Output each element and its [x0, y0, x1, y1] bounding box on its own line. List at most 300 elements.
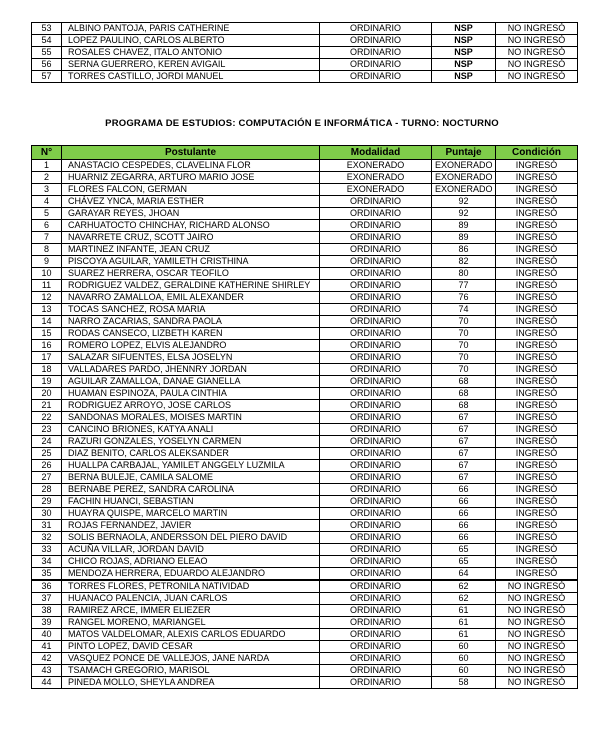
row-condition: INGRESÓ — [496, 256, 578, 268]
row-number: 11 — [32, 280, 62, 292]
row-number: 2 — [32, 172, 62, 184]
row-score: 68 — [432, 388, 496, 400]
table-row — [32, 436, 578, 448]
row-condition: INGRESÓ — [496, 352, 578, 364]
row-modality: ORDINARIO — [320, 208, 432, 220]
row-applicant: RAZURI GONZALES, YOSELYN CARMEN — [62, 436, 320, 448]
row-modality: ORDINARIO — [320, 328, 432, 340]
row-number: 37 — [32, 593, 62, 605]
row-applicant: ROJAS FERNANDEZ, JAVIER — [62, 520, 320, 532]
row-applicant: TORRES CASTILLO, JORDI MANUEL — [62, 71, 320, 83]
row-condition: INGRESÓ — [496, 496, 578, 508]
row-modality: ORDINARIO — [320, 544, 432, 556]
row-number: 38 — [32, 605, 62, 617]
table-row — [32, 160, 578, 172]
row-score: 60 — [432, 665, 496, 677]
table-row — [32, 244, 578, 256]
table-row — [32, 677, 578, 689]
section-title: PROGRAMA DE ESTUDIOS: COMPUTACIÓN E INFORMÁTICA - TURNO: NOCTURNO — [105, 118, 499, 129]
row-applicant: MENDOZA HERRERA, EDUARDO ALEJANDRO — [62, 568, 320, 581]
row-score: 60 — [432, 641, 496, 653]
header-score: Puntaje — [432, 146, 496, 160]
row-modality: ORDINARIO — [320, 388, 432, 400]
row-score: 61 — [432, 629, 496, 641]
row-applicant: AGUILAR ZAMALLOA, DANAE GIANELLA — [62, 376, 320, 388]
row-applicant: VASQUEZ PONCE DE VALLEJOS, JANE NARDA — [62, 653, 320, 665]
row-score: 92 — [432, 208, 496, 220]
table-row — [32, 653, 578, 665]
row-number: 7 — [32, 232, 62, 244]
row-modality: EXONERADO — [320, 172, 432, 184]
row-score: 64 — [432, 568, 496, 581]
row-number: 56 — [32, 59, 62, 71]
row-applicant: ALBINO PANTOJA, PARIS CATHERINE — [62, 23, 320, 35]
row-condition: NO INGRESÓ — [496, 677, 578, 689]
row-condition: INGRESÓ — [496, 220, 578, 232]
row-score: 68 — [432, 400, 496, 412]
row-condition: INGRESÓ — [496, 160, 578, 172]
table-row — [32, 484, 578, 496]
row-score: 58 — [432, 677, 496, 689]
row-number: 53 — [32, 23, 62, 35]
table-row — [32, 629, 578, 641]
header-applicant: Postulante — [62, 146, 320, 160]
row-condition: INGRESÓ — [496, 184, 578, 196]
row-score: 89 — [432, 220, 496, 232]
row-condition: INGRESÓ — [496, 328, 578, 340]
row-modality: ORDINARIO — [320, 556, 432, 568]
row-applicant: RAMIREZ ARCE, IMMER ELIEZER — [62, 605, 320, 617]
table-row — [32, 47, 578, 59]
row-number: 4 — [32, 196, 62, 208]
row-applicant: RODAS CANSECO, LIZBETH KAREN — [62, 328, 320, 340]
row-score: 80 — [432, 268, 496, 280]
row-applicant: CHÁVEZ YNCA, MARIA ESTHER — [62, 196, 320, 208]
row-score: 70 — [432, 364, 496, 376]
row-score: 66 — [432, 484, 496, 496]
row-applicant: PINTO LOPEZ, DAVID CESAR — [62, 641, 320, 653]
row-applicant: FLORES FALCON, GERMAN — [62, 184, 320, 196]
row-applicant: PISCOYA AGUILAR, YAMILETH CRISTHINA — [62, 256, 320, 268]
row-applicant: ANASTACIO CESPEDES, CLAVELINA FLOR — [62, 160, 320, 172]
row-condition: INGRESÓ — [496, 544, 578, 556]
row-applicant: ROSALES CHAVEZ, ITALO ANTONIO — [62, 47, 320, 59]
table-row — [32, 304, 578, 316]
row-modality: ORDINARIO — [320, 35, 432, 47]
row-condition: INGRESÓ — [496, 400, 578, 412]
row-modality: ORDINARIO — [320, 244, 432, 256]
row-modality: EXONERADO — [320, 160, 432, 172]
row-modality: ORDINARIO — [320, 665, 432, 677]
row-score: 62 — [432, 593, 496, 605]
row-condition: INGRESÓ — [496, 460, 578, 472]
row-condition: NO INGRESÓ — [496, 47, 578, 59]
row-number: 18 — [32, 364, 62, 376]
row-modality: ORDINARIO — [320, 484, 432, 496]
row-condition: INGRESÓ — [496, 376, 578, 388]
table-row — [32, 605, 578, 617]
row-number: 30 — [32, 508, 62, 520]
row-number: 25 — [32, 448, 62, 460]
row-modality: ORDINARIO — [320, 580, 432, 593]
row-score: 66 — [432, 496, 496, 508]
row-score: 70 — [432, 316, 496, 328]
row-modality: ORDINARIO — [320, 304, 432, 316]
table-row — [32, 340, 578, 352]
row-modality: ORDINARIO — [320, 47, 432, 59]
row-score: 92 — [432, 196, 496, 208]
row-score: NSP — [432, 59, 496, 71]
row-score: 66 — [432, 532, 496, 544]
previous-results-body — [32, 23, 578, 83]
row-condition: INGRESÓ — [496, 532, 578, 544]
row-number: 55 — [32, 47, 62, 59]
row-score: EXONERADO — [432, 172, 496, 184]
row-score: 61 — [432, 617, 496, 629]
row-modality: ORDINARIO — [320, 232, 432, 244]
table-row — [32, 617, 578, 629]
row-applicant: HUALLPA CARBAJAL, YAMILET ANGGELY LUZMILA — [62, 460, 320, 472]
row-number: 15 — [32, 328, 62, 340]
row-score: 76 — [432, 292, 496, 304]
row-condition: INGRESÓ — [496, 484, 578, 496]
row-number: 10 — [32, 268, 62, 280]
row-applicant: VALLADARES PARDO, JHENNRY JORDAN — [62, 364, 320, 376]
row-score: EXONERADO — [432, 160, 496, 172]
table-row — [32, 35, 578, 47]
row-condition: NO INGRESÓ — [496, 23, 578, 35]
table-row — [32, 256, 578, 268]
row-number: 16 — [32, 340, 62, 352]
row-modality: ORDINARIO — [320, 641, 432, 653]
row-modality: EXONERADO — [320, 184, 432, 196]
row-number: 23 — [32, 424, 62, 436]
row-modality: ORDINARIO — [320, 496, 432, 508]
table-row — [32, 59, 578, 71]
row-number: 3 — [32, 184, 62, 196]
row-applicant: CANCINO BRIONES, KATYA ANALI — [62, 424, 320, 436]
row-applicant: GARAYAR REYES, JHOAN — [62, 208, 320, 220]
row-modality: ORDINARIO — [320, 520, 432, 532]
row-number: 54 — [32, 35, 62, 47]
row-condition: INGRESÓ — [496, 436, 578, 448]
row-number: 33 — [32, 544, 62, 556]
row-applicant: SOLIS BERNAOLA, ANDERSSON DEL PIERO DAVID — [62, 532, 320, 544]
row-number: 6 — [32, 220, 62, 232]
row-applicant: DIAZ BENITO, CARLOS ALEKSANDER — [62, 448, 320, 460]
row-number: 8 — [32, 244, 62, 256]
row-number: 35 — [32, 568, 62, 581]
row-score: 66 — [432, 508, 496, 520]
table-row — [32, 568, 578, 581]
row-applicant: RODRIGUEZ ARROYO, JOSE CARLOS — [62, 400, 320, 412]
row-condition: INGRESÓ — [496, 316, 578, 328]
row-score: EXONERADO — [432, 184, 496, 196]
row-score: 70 — [432, 352, 496, 364]
row-condition: INGRESÓ — [496, 388, 578, 400]
row-modality: ORDINARIO — [320, 364, 432, 376]
table-row — [32, 268, 578, 280]
header-row — [32, 146, 578, 160]
row-score: 67 — [432, 460, 496, 472]
row-score: 89 — [432, 232, 496, 244]
row-modality: ORDINARIO — [320, 268, 432, 280]
table-row — [32, 316, 578, 328]
row-modality: ORDINARIO — [320, 376, 432, 388]
row-condition: INGRESÓ — [496, 472, 578, 484]
row-condition: INGRESÓ — [496, 340, 578, 352]
row-number: 26 — [32, 460, 62, 472]
row-score: 86 — [432, 244, 496, 256]
row-modality: ORDINARIO — [320, 436, 432, 448]
row-number: 42 — [32, 653, 62, 665]
row-modality: ORDINARIO — [320, 568, 432, 581]
row-applicant: HUARNIZ ZEGARRA, ARTURO MARIO JOSE — [62, 172, 320, 184]
row-applicant: CHICO ROJAS, ADRIANO ELEAO — [62, 556, 320, 568]
table-row — [32, 593, 578, 605]
row-score: 67 — [432, 448, 496, 460]
row-applicant: FACHIN HUANCI, SEBASTIAN — [62, 496, 320, 508]
row-modality: ORDINARIO — [320, 629, 432, 641]
row-condition: INGRESÓ — [496, 568, 578, 581]
row-condition: INGRESÓ — [496, 508, 578, 520]
row-number: 29 — [32, 496, 62, 508]
row-applicant: SUAREZ HERRERA, OSCAR TEOFILO — [62, 268, 320, 280]
row-applicant: TOCAS SANCHEZ, ROSA MARIA — [62, 304, 320, 316]
row-condition: NO INGRESÓ — [496, 641, 578, 653]
row-applicant: HUANACO PALENCIA, JUAN CARLOS — [62, 593, 320, 605]
row-applicant: BERNA BULEJE, CAMILA SALOME — [62, 472, 320, 484]
table-row — [32, 292, 578, 304]
row-score: NSP — [432, 47, 496, 59]
row-modality: ORDINARIO — [320, 532, 432, 544]
row-score: 65 — [432, 544, 496, 556]
row-modality: ORDINARIO — [320, 316, 432, 328]
table-row — [32, 472, 578, 484]
row-applicant: SALAZAR SIFUENTES, ELSA JOSELYN — [62, 352, 320, 364]
row-condition: NO INGRESÓ — [496, 35, 578, 47]
table-row — [32, 460, 578, 472]
row-modality: ORDINARIO — [320, 460, 432, 472]
row-modality: ORDINARIO — [320, 280, 432, 292]
row-condition: NO INGRESÓ — [496, 71, 578, 83]
row-condition: INGRESÓ — [496, 208, 578, 220]
table-row — [32, 532, 578, 544]
header-modality: Modalidad — [320, 146, 432, 160]
row-applicant: HUAYRA QUISPE, MARCELO MARTIN — [62, 508, 320, 520]
row-condition: NO INGRESÓ — [496, 629, 578, 641]
row-number: 57 — [32, 71, 62, 83]
row-modality: ORDINARIO — [320, 352, 432, 364]
table-row — [32, 641, 578, 653]
row-modality: ORDINARIO — [320, 617, 432, 629]
header-number: N° — [32, 146, 62, 160]
row-score: 67 — [432, 412, 496, 424]
row-condition: INGRESÓ — [496, 232, 578, 244]
row-applicant: TORRES FLORES, PETRONILA NATIVIDAD — [62, 580, 320, 593]
table-row — [32, 352, 578, 364]
row-modality: ORDINARIO — [320, 412, 432, 424]
table-row — [32, 280, 578, 292]
row-applicant: LOPEZ PAULINO, CARLOS ALBERTO — [62, 35, 320, 47]
row-applicant: NAVARRO ZAMALLOA, EMIL ALEXANDER — [62, 292, 320, 304]
table-row — [32, 665, 578, 677]
row-number: 24 — [32, 436, 62, 448]
row-condition: INGRESÓ — [496, 556, 578, 568]
row-score: NSP — [432, 23, 496, 35]
row-number: 21 — [32, 400, 62, 412]
row-condition: INGRESÓ — [496, 364, 578, 376]
row-number: 19 — [32, 376, 62, 388]
row-condition: NO INGRESÓ — [496, 605, 578, 617]
table-row — [32, 172, 578, 184]
row-number: 41 — [32, 641, 62, 653]
row-number: 28 — [32, 484, 62, 496]
row-condition: INGRESÓ — [496, 448, 578, 460]
row-score: 70 — [432, 328, 496, 340]
table-row — [32, 23, 578, 35]
row-modality: ORDINARIO — [320, 593, 432, 605]
row-condition: INGRESÓ — [496, 292, 578, 304]
results-table — [31, 145, 578, 689]
row-condition: NO INGRESÓ — [496, 580, 578, 593]
row-modality: ORDINARIO — [320, 472, 432, 484]
row-modality: ORDINARIO — [320, 605, 432, 617]
row-applicant: NARRO ZACARIAS, SANDRA PAOLA — [62, 316, 320, 328]
table-row — [32, 412, 578, 424]
row-modality: ORDINARIO — [320, 292, 432, 304]
row-condition: NO INGRESÓ — [496, 665, 578, 677]
table-row — [32, 448, 578, 460]
row-number: 22 — [32, 412, 62, 424]
table-row — [32, 232, 578, 244]
row-condition: INGRESÓ — [496, 304, 578, 316]
row-applicant: NAVARRETE CRUZ, SCOTT JAIRO — [62, 232, 320, 244]
table-row — [32, 424, 578, 436]
row-applicant: MARTINEZ INFANTE, JEAN CRUZ — [62, 244, 320, 256]
table-row — [32, 220, 578, 232]
row-number: 14 — [32, 316, 62, 328]
table-row — [32, 496, 578, 508]
row-applicant: HUAMAN ESPINOZA, PAULA CINTHIA — [62, 388, 320, 400]
table-row — [32, 400, 578, 412]
row-condition: INGRESÓ — [496, 412, 578, 424]
table-row — [32, 520, 578, 532]
row-applicant: BERNABE PEREZ, SANDRA CAROLINA — [62, 484, 320, 496]
table-row — [32, 364, 578, 376]
table-row — [32, 388, 578, 400]
row-score: 82 — [432, 256, 496, 268]
row-modality: ORDINARIO — [320, 220, 432, 232]
table-row — [32, 544, 578, 556]
row-score: NSP — [432, 35, 496, 47]
row-applicant: RANGEL MORENO, MARIANGEL — [62, 617, 320, 629]
row-applicant: SERNA GUERRERO, KEREN AVIGAIL — [62, 59, 320, 71]
row-modality: ORDINARIO — [320, 71, 432, 83]
row-condition: INGRESÓ — [496, 196, 578, 208]
row-score: 66 — [432, 520, 496, 532]
row-applicant: PINEDA MOLLO, SHEYLA ANDREA — [62, 677, 320, 689]
row-score: 68 — [432, 376, 496, 388]
row-modality: ORDINARIO — [320, 400, 432, 412]
row-modality: ORDINARIO — [320, 677, 432, 689]
row-condition: INGRESÓ — [496, 520, 578, 532]
table-row — [32, 71, 578, 83]
row-condition: INGRESÓ — [496, 244, 578, 256]
row-number: 40 — [32, 629, 62, 641]
row-score: 67 — [432, 424, 496, 436]
row-applicant: SANDONAS MORALES, MOISES MARTIN — [62, 412, 320, 424]
header-condition: Condición — [496, 146, 578, 160]
row-applicant: ROMERO LOPEZ, ELVIS ALEJANDRO — [62, 340, 320, 352]
row-condition: INGRESÓ — [496, 424, 578, 436]
row-number: 44 — [32, 677, 62, 689]
row-score: 67 — [432, 436, 496, 448]
results-body — [32, 160, 578, 689]
row-number: 20 — [32, 388, 62, 400]
table-row — [32, 184, 578, 196]
row-score: 62 — [432, 580, 496, 593]
row-condition: NO INGRESÓ — [496, 593, 578, 605]
row-condition: INGRESÓ — [496, 172, 578, 184]
row-number: 36 — [32, 580, 62, 593]
row-score: 67 — [432, 472, 496, 484]
table-row — [32, 508, 578, 520]
row-number: 32 — [32, 532, 62, 544]
row-applicant: CARHUATOCTO CHINCHAY, RICHARD ALONSO — [62, 220, 320, 232]
row-modality: ORDINARIO — [320, 448, 432, 460]
row-score: 60 — [432, 653, 496, 665]
row-condition: NO INGRESÓ — [496, 617, 578, 629]
row-modality: ORDINARIO — [320, 508, 432, 520]
row-number: 1 — [32, 160, 62, 172]
row-number: 43 — [32, 665, 62, 677]
row-score: 70 — [432, 340, 496, 352]
row-number: 9 — [32, 256, 62, 268]
table-row — [32, 580, 578, 593]
row-modality: ORDINARIO — [320, 59, 432, 71]
row-applicant: ACUÑA VILLAR, JORDAN DAVID — [62, 544, 320, 556]
row-number: 5 — [32, 208, 62, 220]
row-condition: INGRESÓ — [496, 268, 578, 280]
row-applicant: RODRIGUEZ VALDEZ, GERALDINE KATHERINE SHIRLEY — [62, 280, 320, 292]
row-score: 65 — [432, 556, 496, 568]
table-row — [32, 328, 578, 340]
row-number: 39 — [32, 617, 62, 629]
row-modality: ORDINARIO — [320, 196, 432, 208]
row-score: 61 — [432, 605, 496, 617]
row-condition: NO INGRESÓ — [496, 653, 578, 665]
row-modality: ORDINARIO — [320, 424, 432, 436]
row-number: 17 — [32, 352, 62, 364]
row-modality: ORDINARIO — [320, 256, 432, 268]
row-number: 13 — [32, 304, 62, 316]
table-row — [32, 196, 578, 208]
row-number: 12 — [32, 292, 62, 304]
row-condition: NO INGRESÓ — [496, 59, 578, 71]
row-score: NSP — [432, 71, 496, 83]
row-applicant: TSAMACH GREGORIO, MARISOL — [62, 665, 320, 677]
row-score: 74 — [432, 304, 496, 316]
row-number: 31 — [32, 520, 62, 532]
previous-results-table — [31, 22, 578, 83]
row-score: 77 — [432, 280, 496, 292]
row-modality: ORDINARIO — [320, 340, 432, 352]
row-condition: INGRESÓ — [496, 280, 578, 292]
row-applicant: MATOS VALDELOMAR, ALEXIS CARLOS EDUARDO — [62, 629, 320, 641]
row-modality: ORDINARIO — [320, 653, 432, 665]
row-modality: ORDINARIO — [320, 23, 432, 35]
